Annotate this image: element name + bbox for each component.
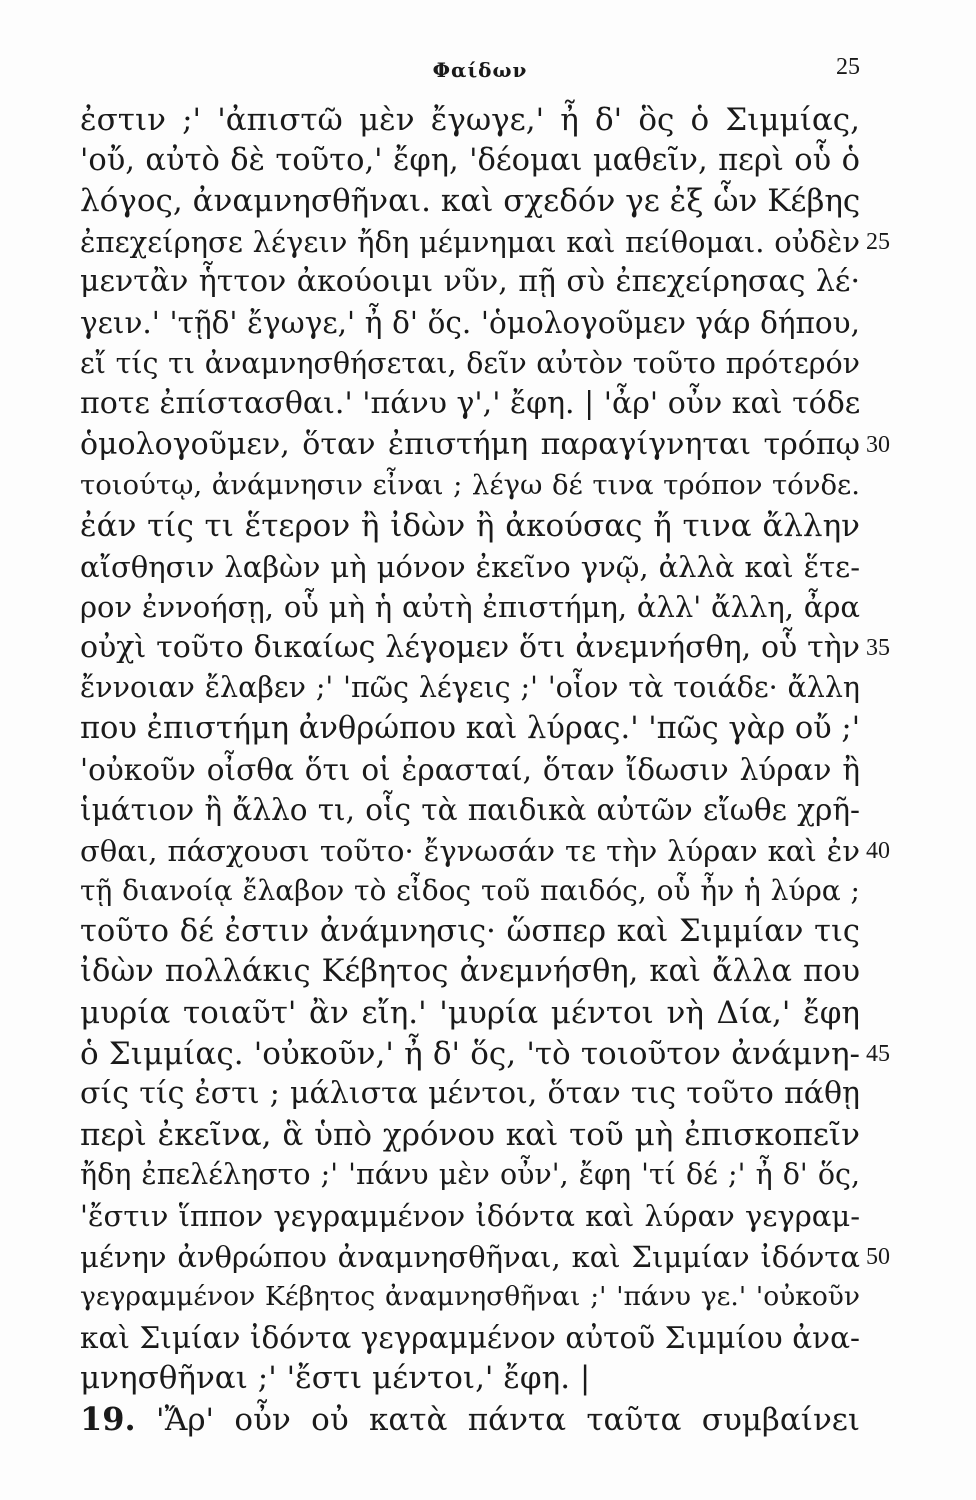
text-line [80, 993, 860, 1034]
text-line [80, 1155, 860, 1196]
line-text: ἐστιν ;' 'ἀπιστῶ μὲν ἔγωγε,' ἦ δ' ὃς ὁ Σιμμίας, [80, 102, 860, 138]
text-line [80, 1034, 890, 1075]
line-text: τοιούτῳ, ἀνάμνησιν εἶναι ; λέγω δέ τινα τρόπον τόνδε. [80, 469, 860, 502]
line-text: 'οὔ, αὐτὸ δὲ τοῦτο,' ἔφη, 'δέομαι μαθεῖν, περὶ οὗ ὁ [80, 142, 860, 178]
text-line [80, 425, 890, 466]
text-line [80, 465, 860, 506]
line-text: ὁμολογοῦμεν, ὅταν ἐπιστήμη παραγίγνηται τρόπῳ [80, 426, 860, 462]
text-line [80, 952, 860, 993]
line-text: αἴσθησιν λαβὼν μὴ μόνον ἐκεῖνο γνῷ, ἀλλὰ καὶ ἕτε- [80, 549, 860, 584]
text-line [80, 1318, 860, 1359]
line-text: ἰδὼν πολλάκις Κέβητος ἀνεμνήσθη, καὶ ἄλλα που [80, 954, 860, 990]
line-text: ὁ Σιμμίας. 'οὐκοῦν,' ἦ δ' ὅς, 'τὸ τοιοῦτον ἀνάμνη- [80, 1035, 860, 1072]
line-text: ἔννοιαν ἔλαβεν ;' 'πῶς λέγεις ;' 'οἷον τὰ τοιάδε· ἄλλη [80, 671, 860, 705]
line-text: γειν.' 'τῇδ' ἔγωγε,' ἦ δ' ὅς. 'ὁμολογοῦμεν γάρ δήπου, [80, 305, 860, 340]
text-line [80, 384, 860, 425]
line-number: 30 [866, 431, 890, 458]
text-line [80, 1074, 860, 1115]
text-line [80, 344, 860, 385]
text-line [80, 506, 860, 547]
text-line [80, 222, 890, 263]
line-text: σίς τίς ἐστι ; μάλιστα μέντοι, ὅταν τις τοῦτο πάθῃ [80, 1076, 860, 1112]
text-line [80, 871, 860, 912]
text-line [80, 547, 860, 588]
line-text: οὐχὶ τοῦτο δικαίως λέγομεν ὅτι ἀνεμνήσθη, οὗ τὴν [80, 629, 860, 665]
text-line [80, 587, 860, 628]
line-number: 45 [866, 1040, 890, 1067]
text-line [80, 181, 860, 222]
page-header [80, 50, 880, 90]
text-line [80, 790, 860, 831]
section-text: 'Ἄρ' οὖν οὐ κατὰ πάντα ταῦτα συμβαίνει [156, 1402, 861, 1438]
text-line [80, 141, 860, 182]
line-text: ρον ἐννοήσῃ, οὗ μὴ ἡ αὐτὴ ἐπιστήμη, ἀλλ' ἄλλη, ἆρα [80, 590, 860, 625]
line-text: περὶ ἐκεῖνα, ἃ ὑπὸ χρόνου καὶ τοῦ μὴ ἐπισκοπεῖν [80, 1116, 860, 1153]
line-text: εἴ τίς τι ἀναμνησθήσεται, δεῖν αὐτὸν τοῦτο πρότερόν [80, 346, 860, 380]
text-line [80, 1358, 860, 1399]
line-text: τῇ διανοίᾳ ἔλαβον τὸ εἶδος τοῦ παιδός, οὗ ἦν ἡ λύρα ; [80, 874, 860, 908]
line-text: 'οὐκοῦν οἶσθα ὅτι οἱ ἐρασταί, ὅταν ἴδωσιν λύραν ἢ [80, 752, 860, 787]
text-line [80, 709, 860, 750]
line-text: καὶ Σιμίαν ἰδόντα γεγραμμένον αὐτοῦ Σιμμίου ἀνα- [80, 1320, 860, 1355]
line-number: 40 [866, 837, 890, 864]
text-line [80, 831, 890, 872]
text-line [80, 668, 860, 709]
text-line [80, 1237, 890, 1278]
line-number: 35 [866, 634, 890, 661]
line-text: λόγος, ἀναμνησθῆναι. καὶ σχεδόν γε ἐξ ὧν Κέβης [80, 183, 861, 220]
line-text: μυρία τοιαῦτ' ἂν εἴη.' 'μυρία μέντοι νὴ Δία,' ἔφη [80, 995, 860, 1032]
text-line [80, 303, 860, 344]
section-line [80, 1399, 860, 1440]
text-line [80, 750, 860, 791]
body-text [80, 100, 890, 1440]
line-text: ἱμάτιον ἢ ἄλλο τι, οἷς τὰ παιδικὰ αὐτῶν εἴωθε χρῆ- [80, 793, 860, 828]
line-text: τοῦτο δέ ἐστιν ἀνάμνησις· ὥσπερ καὶ Σιμμίαν τις [80, 913, 860, 949]
line-text: ἐάν τίς τι ἕτερον ἢ ἰδὼν ἢ ἀκούσας ἤ τινα ἄλλην [80, 507, 860, 544]
text-line [80, 628, 890, 669]
line-text: μνησθῆναι ;' 'ἔστι μέντοι,' ἔφη. | [80, 1360, 591, 1397]
text-line [80, 1277, 860, 1318]
text-line [80, 912, 860, 953]
line-number: 25 [866, 228, 890, 255]
page-number: 25 [836, 54, 860, 80]
line-number: 50 [866, 1243, 890, 1270]
line-text: ἐπεχείρησε λέγειν ἤδη μέμνημαι καὶ πείθομαι. οὐδὲν [80, 224, 860, 259]
line-text: σθαι, πάσχουσι τοῦτο· ἔγνωσάν τε τὴν λύραν καὶ ἐν [80, 833, 860, 868]
line-text: 'ἔστιν ἵππον γεγραμμένον ἰδόντα καὶ λύραν γεγραμ- [80, 1199, 860, 1234]
line-text: μένην ἀνθρώπου ἀναμνησθῆναι, καὶ Σιμμίαν ἰδόντα [80, 1239, 860, 1274]
line-text: που ἐπιστήμη ἀνθρώπου καὶ λύρας.' 'πῶς γὰρ οὔ ;' [80, 710, 861, 746]
line-text: γεγραμμένον Κέβητος ἀναμνησθῆναι ;' 'πάνυ γε.' 'οὐκοῦν [80, 1281, 860, 1313]
line-text: μεντἂν ἧττον ἀκούοιμι νῦν, πῇ σὺ ἐπεχείρησας λέ· [80, 264, 860, 300]
text-line [80, 1115, 860, 1156]
line-text: ἤδη ἐπελέληστο ;' 'πάνυ μὲν οὖν', ἔφη 'τί δέ ;' ἦ δ' ὅς, [80, 1158, 860, 1192]
text-line [80, 262, 860, 303]
text-line [80, 1196, 860, 1237]
section-number: 19. [80, 1400, 136, 1438]
running-title: Φαίδων [432, 58, 528, 82]
line-text: ποτε ἐπίστασθαι.' 'πάνυ γ',' ἔφη. | 'ἆρ' οὖν καὶ τόδε [80, 386, 861, 422]
text-line [80, 100, 860, 141]
